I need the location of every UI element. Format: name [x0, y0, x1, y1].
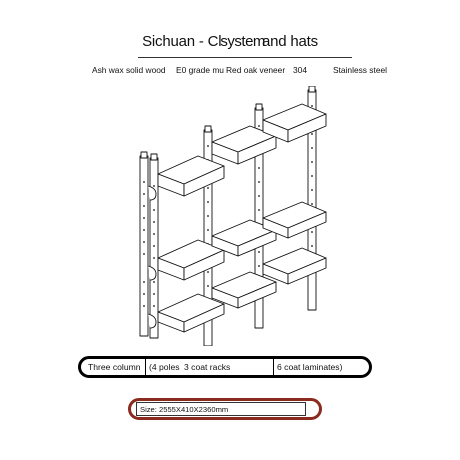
title-part-2: system [220, 33, 265, 50]
material-mdf: E0 grade mu [176, 65, 224, 75]
config-columns: Three column [88, 362, 141, 372]
config-racks: 3 coat racks [184, 362, 231, 372]
config-laminates: 6 coat laminates) [273, 359, 365, 375]
material-oak-veneer: Red oak veneer [226, 65, 286, 75]
material-stainless-steel: Stainless steel [333, 65, 387, 75]
title-part-1: Sichuan - Cl [142, 33, 222, 50]
materials-row [0, 65, 460, 79]
size-badge [128, 398, 322, 420]
shelving-illustration [138, 86, 330, 346]
shelf-top-left [158, 156, 224, 196]
config-poles: (4 poles [145, 359, 183, 375]
size-text: Size: 2555X410X2360mm [136, 402, 306, 416]
material-304: 304 [293, 65, 307, 75]
title-divider [138, 57, 352, 58]
configuration-bar [78, 356, 372, 378]
shelf-bottom-right [263, 248, 326, 284]
title-part-3: and hats [261, 33, 318, 50]
page-title [0, 33, 460, 50]
shelf-bottom-left [158, 294, 224, 332]
material-ash-wood: Ash wax solid wood [92, 65, 166, 75]
